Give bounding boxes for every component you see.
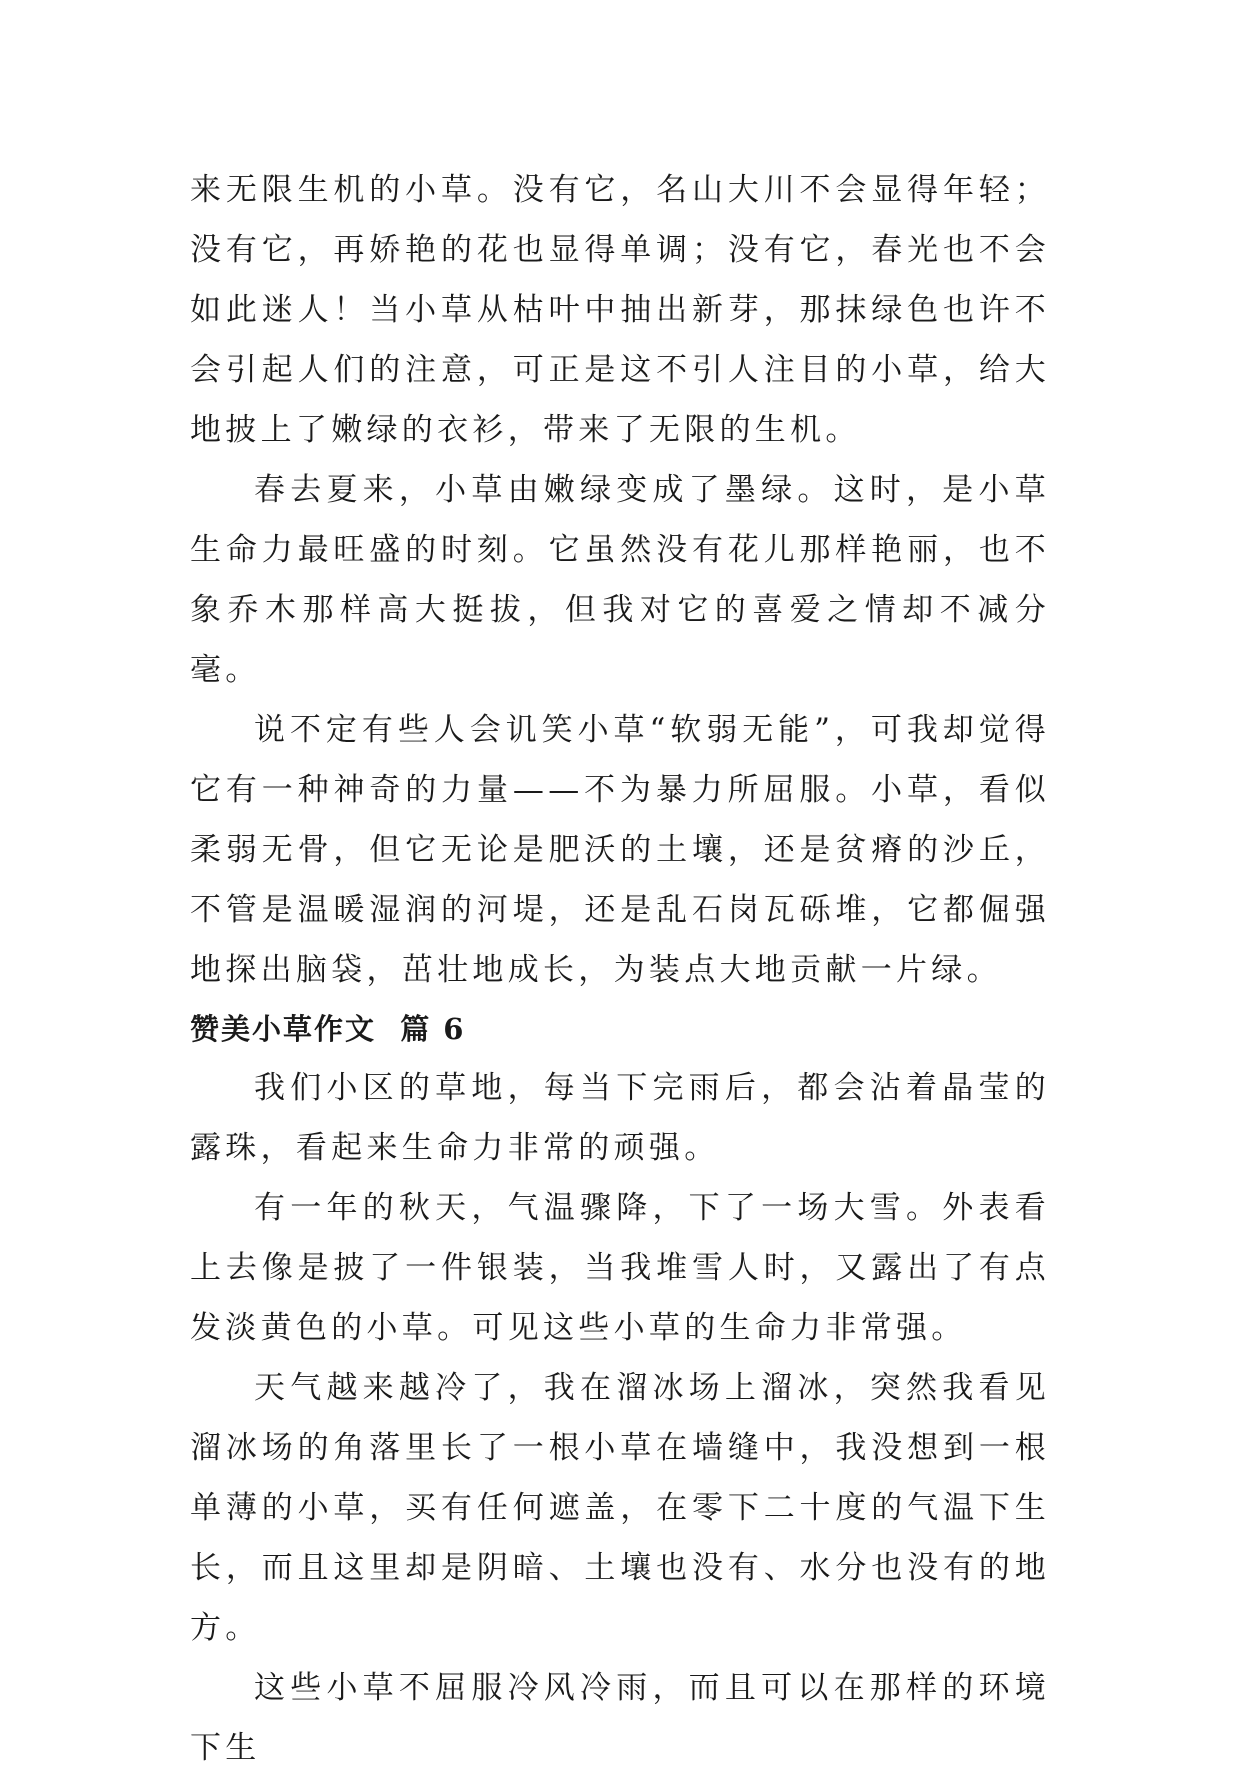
paragraph: 天气越来越冷了，我在溜冰场上溜冰，突然我看见溜冰场的角落里长了一根小草在墙缝中，我没想到一根单薄的小草，买有任何遮盖，在零下二十度的气温下生长，而且这里却是阴暗、土壤也没有、水分也没有的地方。 xyxy=(190,1370,1050,1646)
section-heading: 赞美小草作文 篇 6 xyxy=(190,1012,466,1046)
paragraph: 春去夏来，小草由嫩绿变成了墨绿。这时，是小草生命力最旺盛的时刻。它虽然没有花儿那样艳丽，也不象乔木那样高大挺拔，但我对它的喜爱之情却不减分毫。 xyxy=(190,472,1050,688)
paragraph: 这些小草不屈服冷风冷雨，而且可以在那样的环境下生 xyxy=(190,1670,1050,1766)
paragraph: 说不定有些人会讥笑小草“软弱无能”，可我却觉得它有一种神奇的力量——不为暴力所屈服。小草，看似柔弱无骨，但它无论是肥沃的土壤，还是贫瘠的沙丘，不管是温暖湿润的河堤，还是乱石岗瓦砾堆，它都倔强地探出脑袋，茁壮地成长，为装点大地贡献一片绿。 xyxy=(190,712,1050,988)
paragraph: 有一年的秋天，气温骤降，下了一场大雪。外表看上去像是披了一件银装，当我堆雪人时，又露出了有点发淡黄色的小草。可见这些小草的生命力非常强。 xyxy=(190,1190,1050,1346)
document-body xyxy=(190,160,1050,1778)
paragraph: 我们小区的草地，每当下完雨后，都会沾着晶莹的露珠，看起来生命力非常的顽强。 xyxy=(190,1070,1050,1166)
paragraph-continuation: 来无限生机的小草。没有它，名山大川不会显得年轻；没有它，再娇艳的花也显得单调；没有它，春光也不会如此迷人！当小草从枯叶中抽出新芽，那抹绿色也许不会引起人们的注意，可正是这不引人注目的小草，给大地披上了嫩绿的衣衫，带来了无限的生机。 xyxy=(190,172,1050,448)
